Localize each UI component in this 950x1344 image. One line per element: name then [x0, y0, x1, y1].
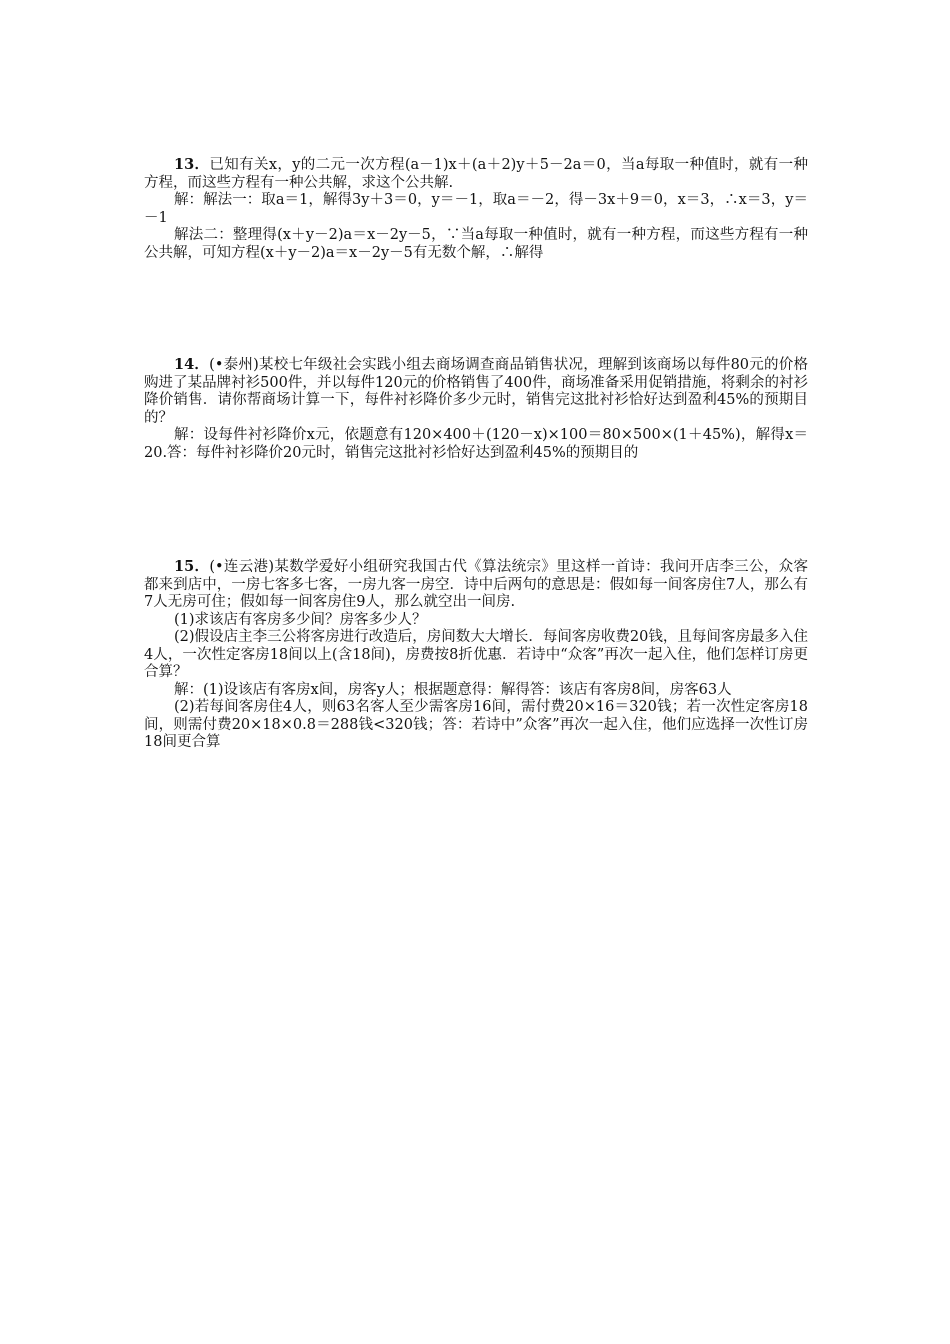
problem-13-solution-1: 解：解法一：取a＝1，解得3y＋3＝0，y＝－1，取a＝－2，得－3x＋9＝0，x＝3，∴x＝3，y＝－1: [144, 192, 808, 226]
problem-13-question: [144, 156, 808, 192]
problem-13: [144, 156, 808, 262]
question-text: 已知有关x，y的二元一次方程(a－1)x＋(a＋2)y＋5－2a＝0，当a每取一种值时，就有一种方程，而这些方程有一种公共解，求这个公共解.: [144, 157, 808, 191]
problem-number: 13．: [174, 156, 210, 173]
problem-14-solution: 解：设每件衬衫降价x元，依题意有120×400＋(120－x)×100＝80×500×(1＋45%)，解得x＝20.答：每件衬衫降价20元时，销售完这批衬衫恰好达到盈利45%的预期目的: [144, 427, 808, 461]
problem-15-part-1: (1)求该店有客房多少间？房客多少人？: [174, 611, 427, 628]
problem-number: 15．: [174, 558, 210, 575]
problem-15-part-2: (2)假设店主李三公将客房进行改造后，房间数大大增长．每间客房收费20钱，且每间客房最多入住4人，一次性定客房18间以上(含18间)，房费按8折优惠．若诗中“众客”再次一起入住，他们怎样订房更合算？: [144, 629, 808, 680]
problem-14-question: [144, 356, 808, 427]
problem-14: [144, 356, 808, 462]
question-text: (•泰州)某校七年级社会实践小组去商场调查商品销售状况，理解到该商场以每件80元的价格购进了某品牌衬衫500件，并以每件120元的价格销售了400件，商场准备采用促销措施，将剩余的衬衫降价销售．请你帮商场计算一下，每件衬衫降价多少元时，销售完这批衬衫恰好达到盈利45%的预期目的？: [144, 357, 808, 426]
question-text: (•连云港)某数学爱好小组研究我国古代《算法统宗》里这样一首诗：我问开店李三公，众客都来到店中，一房七客多七客，一房九客一房空．诗中后两句的意思是：假如每一间客房住7人，那么有7人无房可住；假如每一间客房住9人，那么就空出一间房.: [144, 559, 808, 610]
problem-15-solution-1: 解：(1)设该店有客房x间，房客y人；根据题意得：解得答：该店有客房8间，房客63人: [174, 681, 732, 698]
problem-13-solution-2: 解法二：整理得(x＋y－2)a＝x－2y－5，∵当a每取一种值时，就有一种方程，而这些方程有一种公共解，可知方程(x＋y－2)a＝x－2y－5有无数个解，∴解得: [144, 227, 808, 261]
problem-15: [144, 558, 808, 752]
problem-15-solution-2: (2)若每间客房住4人，则63名客人至少需客房16间，需付费20×16＝320钱；若一次性定客房18间，则需付费20×18×0.8＝288钱<320钱；答：若诗中”众客”再次一起入住，他们应选择一次性订房18间更合算: [144, 699, 808, 750]
problem-15-question: [144, 558, 808, 612]
problem-number: 14．: [174, 356, 210, 373]
